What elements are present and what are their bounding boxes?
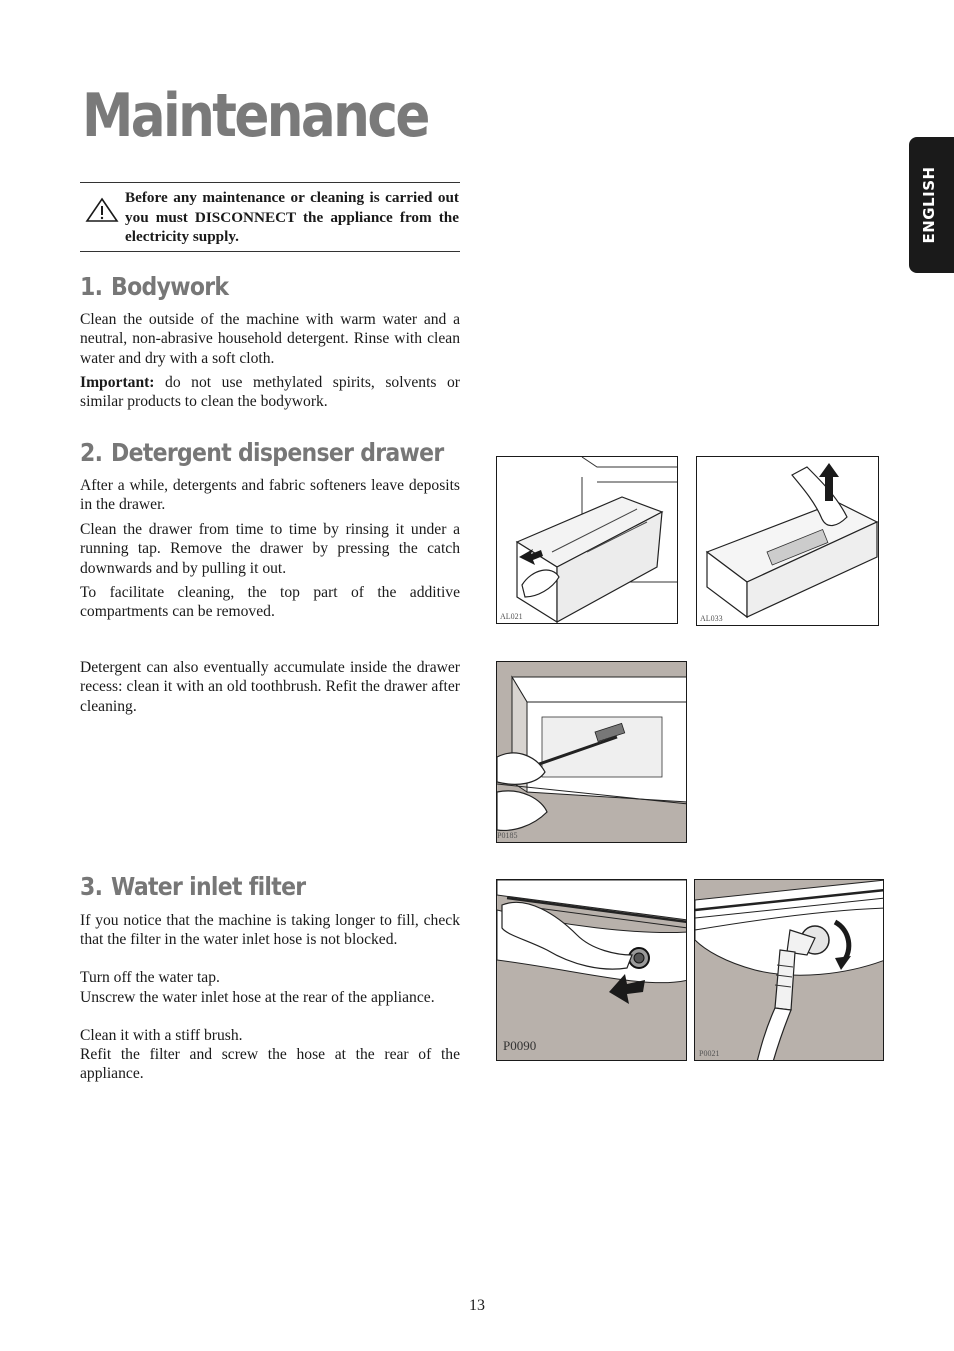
figure-refit-hose	[694, 879, 884, 1061]
drawer-paragraph-1: After a while, detergents and fabric softeners leave deposits in the drawer.	[80, 477, 460, 514]
figure-unscrew-hose	[496, 879, 687, 1061]
section-heading-detergent-drawer	[80, 438, 444, 468]
language-tab-label: ENGLISH	[920, 166, 938, 244]
section-heading-water-inlet-filter	[80, 872, 305, 902]
figure-code: AL021	[500, 612, 523, 621]
warning-box	[80, 182, 460, 252]
drawer-paragraph-2: Clean the drawer from time to time by rinsing it under a running tap. Remove the drawer by pressing the catch downwards and by pulling it out.	[80, 521, 460, 577]
warning-triangle-icon	[85, 197, 119, 223]
figure-drawer-removal	[496, 456, 678, 624]
important-label: Important:	[80, 374, 155, 391]
page-number: 13	[469, 1297, 485, 1314]
drawer-paragraph-3: To facilitate cleaning, the top part of the additive compartments can be removed.	[80, 584, 460, 621]
warning-text: Before any maintenance or cleaning is carried out you must DISCONNECT the appliance from the electricity supply.	[125, 189, 459, 245]
additive-compartment-illustration	[697, 457, 879, 626]
section-title: Bodywork	[111, 272, 229, 301]
filter-paragraph-1: If you notice that the machine is taking longer to fill, check that the filter in the water inlet hose is not blocked.	[80, 912, 460, 949]
drawer-paragraph-4: Detergent can also eventually accumulate inside the drawer recess: clean it with an old toothbrush. Refit the drawer after cleaning.	[80, 659, 460, 715]
unscrew-hose-illustration	[497, 880, 687, 1061]
figure-code: AL033	[700, 614, 723, 623]
drawer-removal-illustration	[497, 457, 678, 624]
refit-hose-illustration	[695, 880, 884, 1061]
figure-additive-compartment	[696, 456, 879, 626]
section-number: 1.	[80, 272, 103, 301]
section-number: 2.	[80, 438, 103, 467]
figure-drawer-recess	[496, 661, 687, 843]
important-text: do not use methylated spirits, solvents or similar products to clean the bodywork.	[80, 374, 460, 411]
filter-paragraph-5: Refit the filter and screw the hose at the rear of the appliance.	[80, 1046, 460, 1083]
drawer-recess-illustration	[497, 662, 687, 843]
section-title: Detergent dispenser drawer	[111, 438, 444, 467]
page-title: Maintenance	[82, 81, 428, 151]
bodywork-paragraph-1: Clean the outside of the machine with warm water and a neutral, non-abrasive household detergent. Rinse with clean water and dry with a soft cloth.	[80, 311, 460, 367]
figure-code: P0090	[503, 1038, 537, 1053]
filter-paragraph-3: Unscrew the water inlet hose at the rear of the appliance.	[80, 989, 435, 1006]
bodywork-important-note	[80, 373, 460, 412]
section-number: 3.	[80, 872, 103, 901]
section-title: Water inlet filter	[111, 872, 306, 901]
filter-paragraph-4: Clean it with a stiff brush.	[80, 1027, 243, 1044]
section-heading-bodywork	[80, 272, 228, 302]
language-tab	[909, 137, 954, 273]
figure-code: P0185	[497, 831, 518, 840]
filter-paragraph-2: Turn off the water tap.	[80, 969, 220, 986]
figure-code: P0021	[699, 1049, 720, 1058]
